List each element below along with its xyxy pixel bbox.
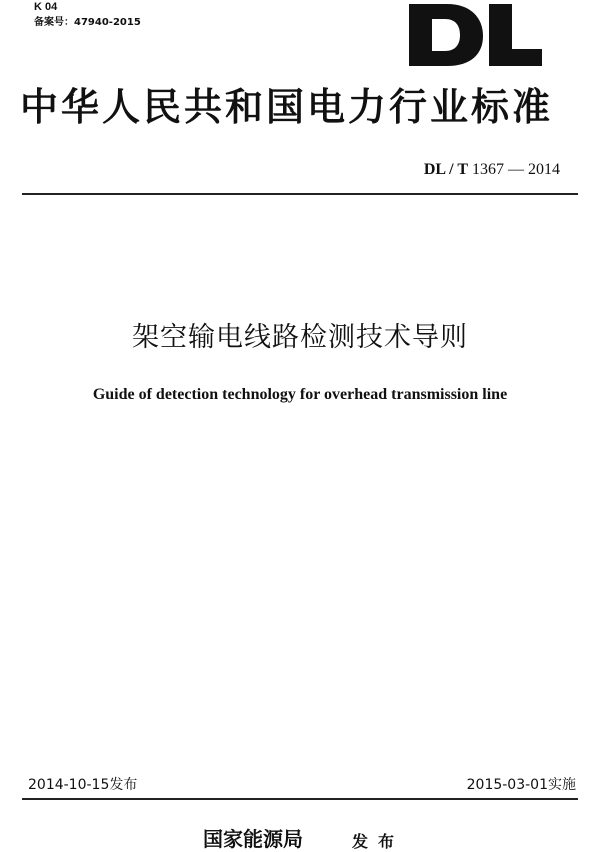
logo-letter-l	[489, 4, 542, 66]
classification-code: K 04	[34, 1, 58, 13]
standard-code: DL / T	[423, 161, 468, 178]
document-title-english: Guide of detection technology for overhead transmission line	[92, 386, 508, 403]
implementation-date: 2015-03-01实施	[466, 777, 576, 793]
standard-number	[424, 160, 560, 180]
bottom-divider	[22, 798, 578, 800]
record-number: 备案号：47940-2015	[34, 17, 141, 28]
issuer-title: 中华人民共和国电力行业标准	[20, 84, 554, 129]
document-title-chinese: 架空输电线路检测技术导则	[132, 322, 468, 353]
dl-logo	[405, 2, 545, 68]
logo-letter-d	[409, 4, 483, 66]
issue-date: 2014-10-15发布	[28, 777, 138, 793]
publish-label: 发布	[352, 832, 405, 851]
standard-sequence: 1367 — 2014	[472, 161, 560, 178]
publisher-name: 国家能源局	[203, 827, 303, 851]
top-divider	[22, 193, 578, 195]
